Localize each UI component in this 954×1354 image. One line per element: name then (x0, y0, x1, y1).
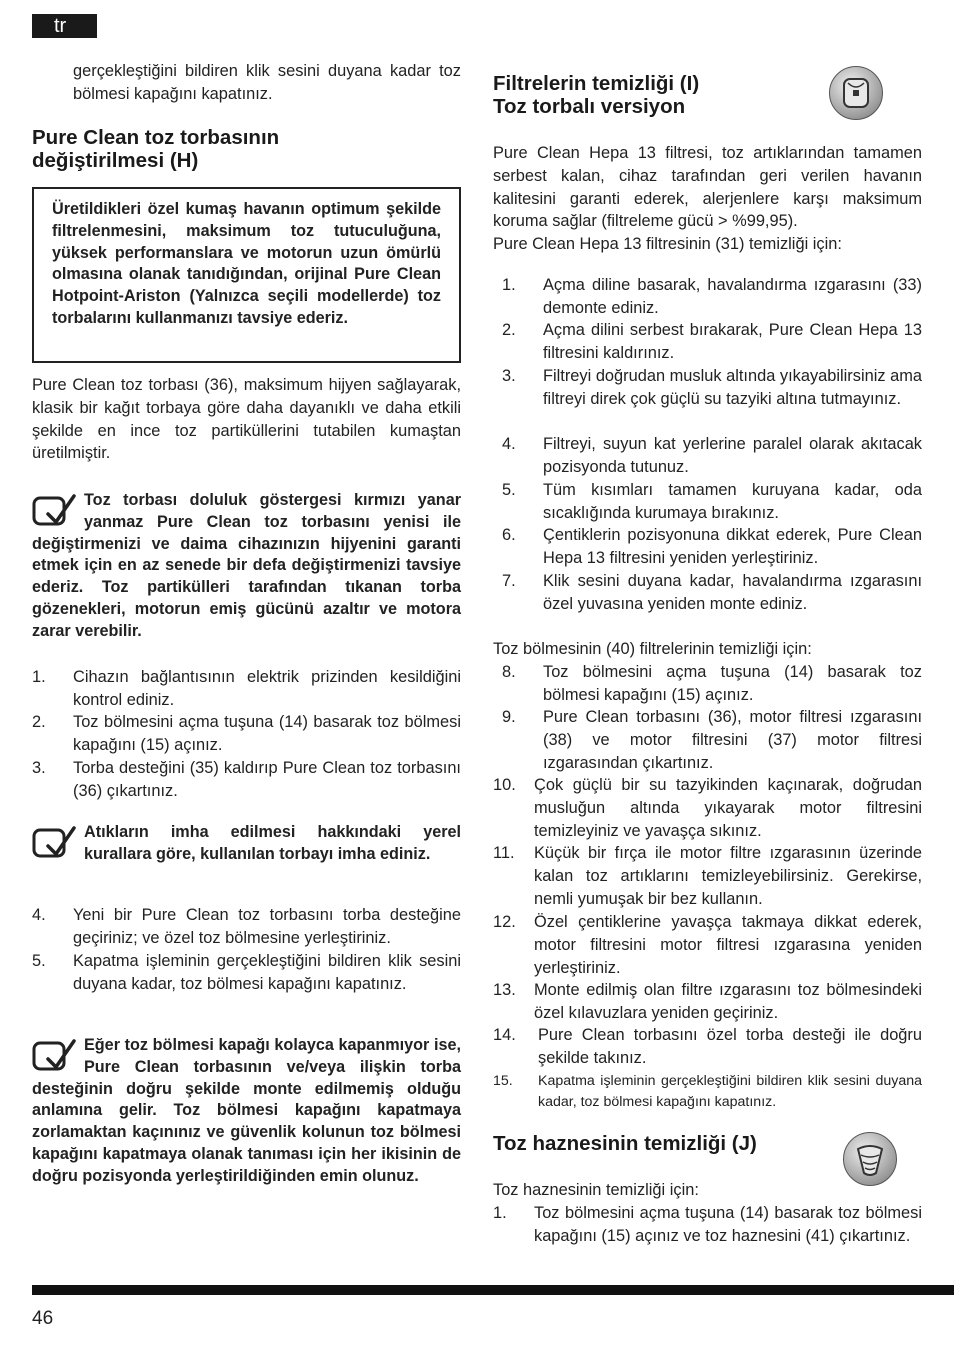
step-number: 8. (502, 663, 516, 681)
list-item (502, 661, 922, 707)
step-number: 14. (493, 1026, 516, 1044)
list-item (32, 711, 461, 757)
list-item (32, 666, 461, 712)
step-number: 13. (493, 981, 516, 999)
step-number: 4. (32, 906, 46, 924)
list-item (502, 365, 922, 433)
step-number: 15. (493, 1073, 513, 1089)
step-number: 2. (32, 713, 46, 731)
step-text: Yeni bir Pure Clean toz torbasını torba desteğine geçiriniz; ve özel toz bölmesine yerleştiriniz. (73, 906, 461, 947)
step-number: 5. (32, 952, 46, 970)
bag-description: Pure Clean toz torbası (36), maksimum hijyen sağlayarak, klasik bir kağıt torbaya göre daha dayanıklı ve daha etkili şekilde en ince toz partiküllerini tutabilen kumaştan üretilmiştir. (32, 376, 461, 463)
step-text: Tüm kısımları tamamen kuruyana kadar, oda sıcaklığında kurumaya bırakınız. (543, 481, 922, 522)
list-item (493, 842, 922, 910)
step-number: 10. (493, 776, 516, 794)
section-heading-h (32, 126, 461, 172)
step-number: 3. (32, 759, 46, 777)
step-text: Filtreyi doğrudan musluk altında yıkayabilirsiniz ama filtreyi direk çok güçlü su tazyiki altına tutmayınız. (543, 367, 922, 408)
step-number: 2. (502, 321, 516, 339)
heading-i-line1: Filtrelerin temizliği (I) (493, 72, 700, 95)
dust-filters-intro: Toz bölmesinin (40) filtrelerinin temizliği için: (493, 640, 812, 658)
step-number: 11. (493, 844, 515, 862)
step-text: Pure Clean torbasını özel torba desteği ile doğru şekilde takınız. (538, 1026, 922, 1067)
step-text: Toz bölmesini açma tuşuna (14) basarak toz bölmesi kapağını (15) açınız ve toz haznesini (41) çıkartınız. (534, 1204, 922, 1245)
language-tag: tr (32, 14, 97, 38)
step-text: Küçük bir fırça ile motor filtre ızgarasının üzerinde kalan toz artıklarını temizleyebilirsiniz. Gerekirse, nemli yumuşak bir bez kullanın. (534, 844, 922, 908)
step-text: Klik sesini duyana kadar, havalandırma ızgarasını özel yuvasına yeniden monte ediniz. (543, 572, 922, 613)
footer-rule (32, 1285, 954, 1295)
note-replace-bag-text: Toz torbası doluluk göstergesi kırmızı yanar yanmaz Pure Clean toz torbasını yenisi ile değiştirmenizi ve daima cihazınızın hijyenini garanti etmek için en az senede bir defa değiştirmenizi tavsiye ederiz. Toz partikülleri tarafından tıkanan torba gözenekleri, motorun emiş gücünü azaltır ve motora zarar verebilir. (32, 491, 461, 640)
tank-intro: Toz haznesinin temizliği için: (493, 1181, 699, 1199)
step-text: Özel çentiklerine yavaşça takmaya dikkat ederek, motor filtresini motor filtresi ızgarasına yeniden yerleştiriniz. (534, 913, 922, 977)
step-text: Kapatma işleminin gerçekleştiğini bildiren klik sesini duyana kadar, toz bölmesi kapağını kapatınız. (73, 952, 461, 993)
step-number: 6. (502, 526, 516, 544)
step-number: 3. (502, 367, 516, 385)
page-number: 46 (32, 1308, 54, 1329)
step-number: 1. (502, 276, 516, 294)
list-item (502, 706, 922, 774)
hepa-description: Pure Clean Hepa 13 filtresi, toz artıklarından tamamen serbest kalan, cihaz tarafından geri verilen havanın kalitesini garanti ederek, alerjenlere karşı maksimum koruma sağlar (filtreleme gücü > %99,95). (493, 144, 922, 231)
note-dispose-bag (32, 822, 461, 866)
note-dispose-bag-text: Atıkların imha edilmesi hakkındaki yerel kurallara göre, kullanılan torbayı imha ediniz. (84, 823, 461, 863)
step-number: 5. (502, 481, 516, 499)
note-replace-bag (32, 490, 461, 643)
step-text: Toz bölmesini açma tuşuna (14) basarak toz bölmesi kapağını (15) açınız. (73, 713, 461, 754)
step-text: Açma dilini serbest bırakarak, Pure Clean Hepa 13 filtresini kaldırınız. (543, 321, 922, 362)
list-item (493, 1024, 922, 1070)
list-item (32, 950, 461, 1020)
step-number: 12. (493, 913, 516, 931)
list-item (493, 1071, 922, 1115)
step-text: Açma diline basarak, havalandırma ızgarasını (33) demonte ediniz. (543, 276, 922, 317)
note-lid-closing (32, 1035, 461, 1188)
list-item (502, 433, 922, 479)
heading-h-line2: değiştirilmesi (H) (32, 149, 199, 172)
list-item (502, 524, 922, 570)
checkmark-note-icon (32, 492, 78, 528)
dust-tank-icon (843, 1132, 897, 1186)
step-text: Kapatma işleminin gerçekleştiğini bildiren klik sesini duyana kadar, toz bölmesi kapağını kapatınız. (538, 1073, 922, 1110)
step-number: 1. (32, 668, 46, 686)
step-text: Toz bölmesini açma tuşuna (14) basarak toz bölmesi kapağını (15) açınız. (543, 663, 922, 704)
step-number: 4. (502, 435, 516, 453)
list-item (502, 479, 922, 525)
step-text: Cihazın bağlantısının elektrik prizinden kesildiğini kontrol ediniz. (73, 668, 461, 709)
list-item (502, 319, 922, 365)
checkmark-note-icon (32, 824, 78, 860)
filter-icon (829, 66, 883, 120)
intro-paragraph: gerçekleştiğini bildiren klik sesini duyana kadar toz bölmesi kapağını kapatınız. (73, 62, 461, 103)
heading-i-line2: Toz torbalı versiyon (493, 95, 686, 118)
list-item (493, 1202, 922, 1272)
section-heading-i (493, 72, 823, 118)
step-number: 7. (502, 572, 516, 590)
list-item (502, 274, 922, 320)
original-bag-notice: Üretildikleri özel kumaş havanın optimum şekilde filtrelenmesini, maksimum toz tutuculuğuna, yüksek performanslara ve motorun uzun ömürlü olmasına olanak tanıdığından, orijinal Pure Clean Hotpoint-Ariston (Yalnızca seçili modellerde) toz torbalarını kullanmanızı tavsiye ederiz. (32, 187, 461, 363)
step-text: Çok güçlü bir su tazyikinden kaçınarak, doğrudan musluğun altında yıkayarak motor filtresini temizleyiniz ve yavaşça sıkınız. (534, 776, 922, 840)
step-number: 1. (493, 1204, 507, 1222)
note-lid-closing-text: Eğer toz bölmesi kapağı kolayca kapanmıyor ise, Pure Clean torbasının ve/veya ilişkin torba desteğinin doğru şekilde monte edilmemiş olduğu anlamına gelir. Toz bölmesi kapağını kapatmaya zorlamaktan kaçınınız ve güvenlik kolunun toz bölmesi kapağını kapatmaya olanak tanıması için her ikisinin de doğru pozisyonda yerleştirildiğinden emin olunuz. (32, 1036, 461, 1185)
section-heading-j: Toz haznesinin temizliği (J) (493, 1132, 757, 1155)
list-item (32, 757, 461, 803)
step-text: Pure Clean torbasını (36), motor filtresi ızgarasını (38) ve motor filtresini (37) motor filtresi ızgarasından çıkartınız. (543, 708, 922, 772)
list-item (493, 774, 922, 842)
step-text: Monte edilmiş olan filtre ızgarasını toz bölmesindeki özel kılavuzlara yeniden geçiriniz. (534, 981, 922, 1022)
hepa-intro: Pure Clean Hepa 13 filtresinin (31) temizliği için: (493, 235, 842, 253)
step-text: Torba desteğini (35) kaldırıp Pure Clean toz torbasını (36) çıkartınız. (73, 759, 461, 800)
list-item (493, 911, 922, 979)
checkmark-note-icon (32, 1037, 78, 1073)
list-item (502, 570, 922, 616)
list-item (32, 904, 461, 950)
step-number: 9. (502, 708, 516, 726)
list-item (493, 979, 922, 1025)
step-text: Filtreyi, suyun kat yerlerine paralel olarak akıtacak pozisyonda tutunuz. (543, 435, 922, 476)
step-text: Çentiklerin pozisyonuna dikkat ederek, Pure Clean Hepa 13 filtresini yeniden yerleştiriniz. (543, 526, 922, 567)
heading-h-line1: Pure Clean toz torbasının (32, 126, 280, 149)
